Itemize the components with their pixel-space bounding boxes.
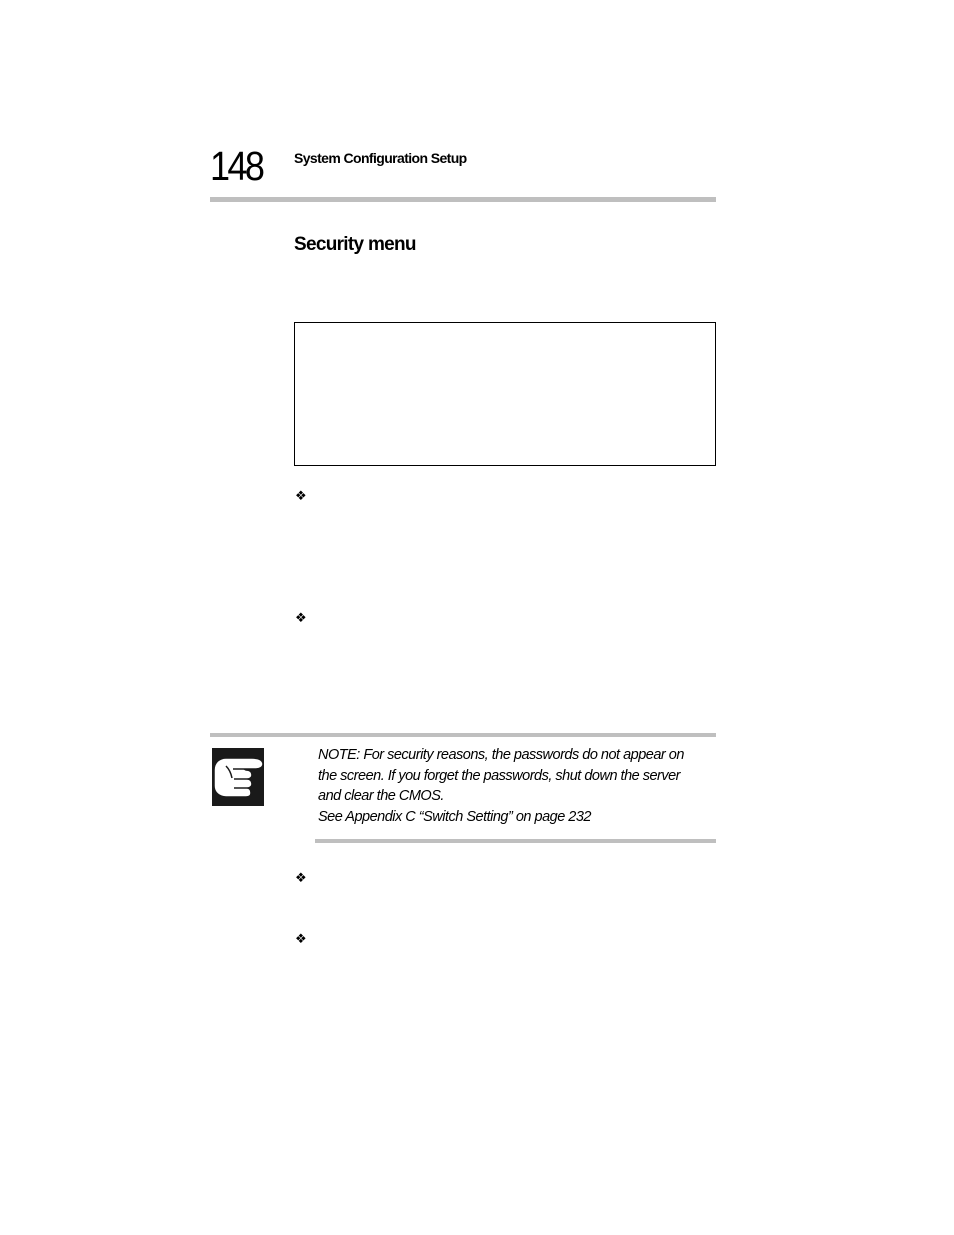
- note-line-4: See Appendix C “Switch Setting” on page 232: [318, 808, 591, 825]
- bullet-1: ❖: [295, 488, 307, 503]
- bullet-4: ❖: [295, 931, 307, 946]
- note-text: [318, 745, 708, 827]
- note-line-3: and clear the CMOS.: [318, 788, 444, 804]
- section-title: Security menu: [294, 234, 416, 255]
- bullet-3: ❖: [295, 870, 307, 885]
- note-line-2: the screen. If you forget the passwords, shut down the server: [318, 767, 681, 784]
- pointing-hand-icon: [212, 748, 264, 806]
- note-rule-bottom: [315, 839, 716, 843]
- header-rule: [210, 197, 716, 202]
- running-header: System Configuration Setup: [294, 150, 467, 166]
- bullet-2: ❖: [295, 610, 307, 625]
- note-rule-top: [210, 733, 716, 737]
- screen-capture-box: [294, 322, 716, 466]
- note-line-1: NOTE: For security reasons, the passwords do not appear on: [318, 747, 684, 763]
- page-number: 148: [210, 143, 263, 189]
